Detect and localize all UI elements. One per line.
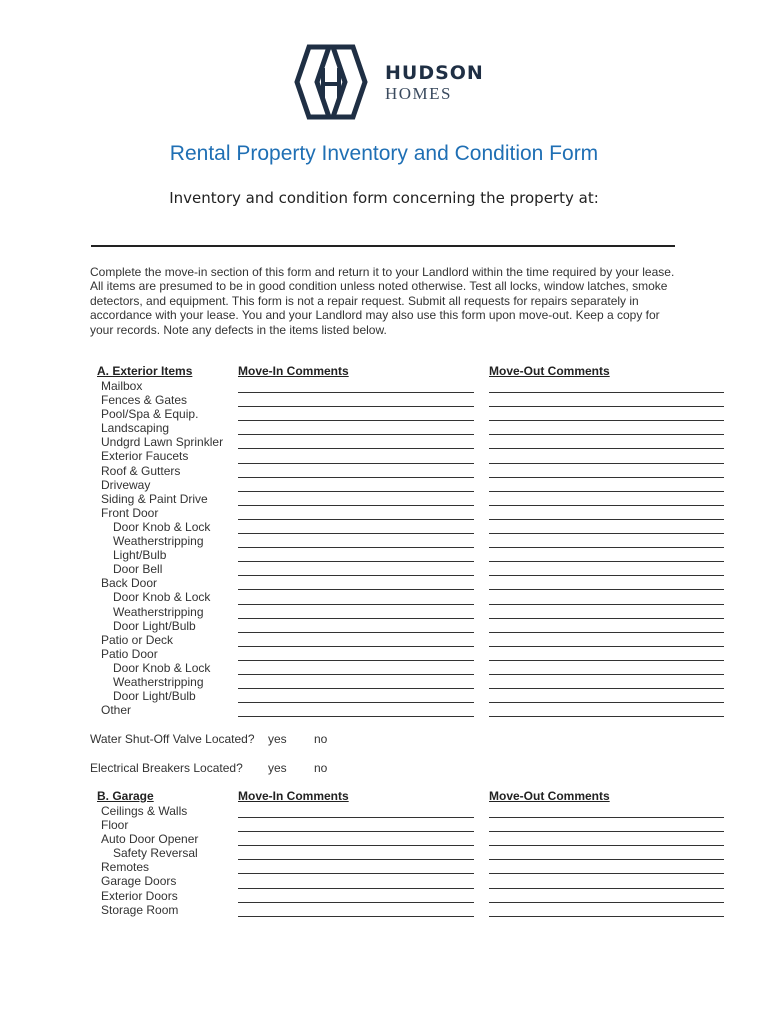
item-label: Mailbox xyxy=(101,379,143,393)
item-label: Pool/Spa & Equip. xyxy=(101,407,199,422)
comment-line[interactable] xyxy=(489,619,724,633)
item-label: Driveway xyxy=(101,477,151,492)
item-label: Siding & Paint Drive xyxy=(101,491,208,506)
comment-line[interactable] xyxy=(238,889,474,903)
item-label: Ceilings & Walls xyxy=(101,804,188,818)
item-label: Weatherstripping xyxy=(113,604,204,619)
no-option[interactable]: no xyxy=(314,732,328,746)
comment-line[interactable] xyxy=(489,478,724,492)
comment-line[interactable] xyxy=(238,548,474,562)
comment-line[interactable] xyxy=(489,804,724,818)
comment-line[interactable] xyxy=(489,506,724,520)
section-heading: A. Exterior Items xyxy=(97,364,193,378)
comment-line[interactable] xyxy=(238,846,474,860)
item-list xyxy=(101,379,237,717)
item-label: Patio or Deck xyxy=(101,632,174,647)
comment-line[interactable] xyxy=(238,478,474,492)
item-label: Exterior Doors xyxy=(101,888,178,903)
comment-line[interactable] xyxy=(238,804,474,818)
hudson-homes-logo xyxy=(289,44,489,120)
item-label: Auto Door Opener xyxy=(101,832,199,847)
item-label: Undgrd Lawn Sprinkler xyxy=(101,435,224,450)
comment-line[interactable] xyxy=(238,874,474,888)
property-address-line[interactable] xyxy=(91,245,675,247)
electrical-breakers-question xyxy=(90,761,328,775)
comment-line[interactable] xyxy=(489,633,724,647)
item-label: Back Door xyxy=(101,576,158,591)
yes-option[interactable]: yes xyxy=(268,761,287,775)
comment-line[interactable] xyxy=(489,562,724,576)
comment-line[interactable] xyxy=(238,576,474,590)
comment-line[interactable] xyxy=(238,534,474,548)
comment-line[interactable] xyxy=(489,407,724,421)
no-option[interactable]: no xyxy=(314,761,328,775)
item-label: Door Knob & Lock xyxy=(113,519,211,534)
comment-line[interactable] xyxy=(489,818,724,832)
comment-line[interactable] xyxy=(238,619,474,633)
comment-line[interactable] xyxy=(489,661,724,675)
item-label: Roof & Gutters xyxy=(101,463,181,478)
comment-line[interactable] xyxy=(238,832,474,846)
water-shutoff-question xyxy=(90,732,328,746)
comment-line[interactable] xyxy=(489,379,724,393)
comment-line[interactable] xyxy=(238,464,474,478)
comment-line[interactable] xyxy=(238,562,474,576)
logo-brand-sub: HOMES xyxy=(385,84,453,103)
comment-line[interactable] xyxy=(238,647,474,661)
comment-line[interactable] xyxy=(489,464,724,478)
comment-line[interactable] xyxy=(489,874,724,888)
item-label: Fences & Gates xyxy=(101,393,188,408)
move-in-lines xyxy=(238,379,474,717)
comment-line[interactable] xyxy=(489,421,724,435)
comment-line[interactable] xyxy=(489,647,724,661)
item-list xyxy=(101,804,237,917)
section-heading: B. Garage xyxy=(97,789,154,803)
page-title: Rental Property Inventory and Condition Form xyxy=(169,142,599,165)
comment-line[interactable] xyxy=(238,421,474,435)
comment-line[interactable] xyxy=(238,590,474,604)
comment-line[interactable] xyxy=(238,661,474,675)
item-label: Exterior Faucets xyxy=(101,449,189,464)
comment-line[interactable] xyxy=(238,379,474,393)
comment-line[interactable] xyxy=(489,590,724,604)
item-label: Light/Bulb xyxy=(113,548,167,563)
comment-line[interactable] xyxy=(238,703,474,717)
item-label: Weatherstripping xyxy=(113,674,204,689)
comment-line[interactable] xyxy=(238,492,474,506)
comment-line[interactable] xyxy=(238,903,474,917)
comment-line[interactable] xyxy=(238,449,474,463)
comment-line[interactable] xyxy=(238,689,474,703)
comment-line[interactable] xyxy=(489,548,724,562)
item-label: Garage Doors xyxy=(101,874,177,889)
comment-line[interactable] xyxy=(489,576,724,590)
item-label: Door Light/Bulb xyxy=(113,689,196,704)
move-out-lines xyxy=(489,379,724,717)
comment-line[interactable] xyxy=(489,675,724,689)
item-label: Floor xyxy=(101,818,129,833)
comment-line[interactable] xyxy=(489,703,724,717)
house-h-logo-icon xyxy=(289,44,373,120)
comment-line[interactable] xyxy=(489,689,724,703)
comment-line[interactable] xyxy=(238,520,474,534)
move-out-comments-header: Move-Out Comments xyxy=(489,789,610,803)
logo-brand-name: HUDSON xyxy=(385,62,484,84)
comment-line[interactable] xyxy=(238,818,474,832)
yes-option[interactable]: yes xyxy=(268,732,287,746)
page-subtitle: Inventory and condition form concerning the property at: xyxy=(169,189,599,207)
intro-paragraph: Complete the move-in section of this form and return it to your Landlord within the time required by your lease. All items are presumed to be in good condition unless noted otherwise. Test all locks, window latches, smoke detectors, and equipment. This form is not a repair request. Submit all requests for repairs separately in accordance with your lease. You and your Landlord may also use this form upon move-out. Keep a copy for your records. Note any defects in the items listed below. xyxy=(90,265,675,337)
comment-line[interactable] xyxy=(238,633,474,647)
comment-line[interactable] xyxy=(489,435,724,449)
move-out-lines xyxy=(489,804,724,917)
comment-line[interactable] xyxy=(238,605,474,619)
move-out-comments-header: Move-Out Comments xyxy=(489,364,610,378)
item-label: Door Knob & Lock xyxy=(113,590,211,605)
item-label: Storage Room xyxy=(101,902,179,917)
item-label: Safety Reversal xyxy=(113,846,198,861)
move-in-comments-header: Move-In Comments xyxy=(238,789,349,803)
item-label: Door Bell xyxy=(113,562,163,577)
question-label: Electrical Breakers Located? xyxy=(90,761,243,775)
comment-line[interactable] xyxy=(238,675,474,689)
comment-line[interactable] xyxy=(238,393,474,407)
comment-line[interactable] xyxy=(489,520,724,534)
item-label: Remotes xyxy=(101,860,150,875)
comment-line[interactable] xyxy=(489,903,724,917)
move-in-comments-header: Move-In Comments xyxy=(238,364,349,378)
move-in-lines xyxy=(238,804,474,917)
item-label: Patio Door xyxy=(101,646,158,661)
comment-line[interactable] xyxy=(489,449,724,463)
item-label: Other xyxy=(101,703,132,718)
comment-line[interactable] xyxy=(238,407,474,421)
item-label: Door Knob & Lock xyxy=(113,660,211,675)
comment-line[interactable] xyxy=(489,492,724,506)
comment-line[interactable] xyxy=(489,605,724,619)
item-label: Door Light/Bulb xyxy=(113,618,196,633)
item-label: Landscaping xyxy=(101,421,170,436)
comment-line[interactable] xyxy=(238,860,474,874)
item-label: Front Door xyxy=(101,505,159,520)
comment-line[interactable] xyxy=(238,435,474,449)
question-label: Water Shut-Off Valve Located? xyxy=(90,732,255,746)
comment-line[interactable] xyxy=(489,534,724,548)
item-label: Weatherstripping xyxy=(113,534,204,549)
comment-line[interactable] xyxy=(489,889,724,903)
comment-line[interactable] xyxy=(489,846,724,860)
comment-line[interactable] xyxy=(489,832,724,846)
comment-line[interactable] xyxy=(238,506,474,520)
comment-line[interactable] xyxy=(489,860,724,874)
comment-line[interactable] xyxy=(489,393,724,407)
